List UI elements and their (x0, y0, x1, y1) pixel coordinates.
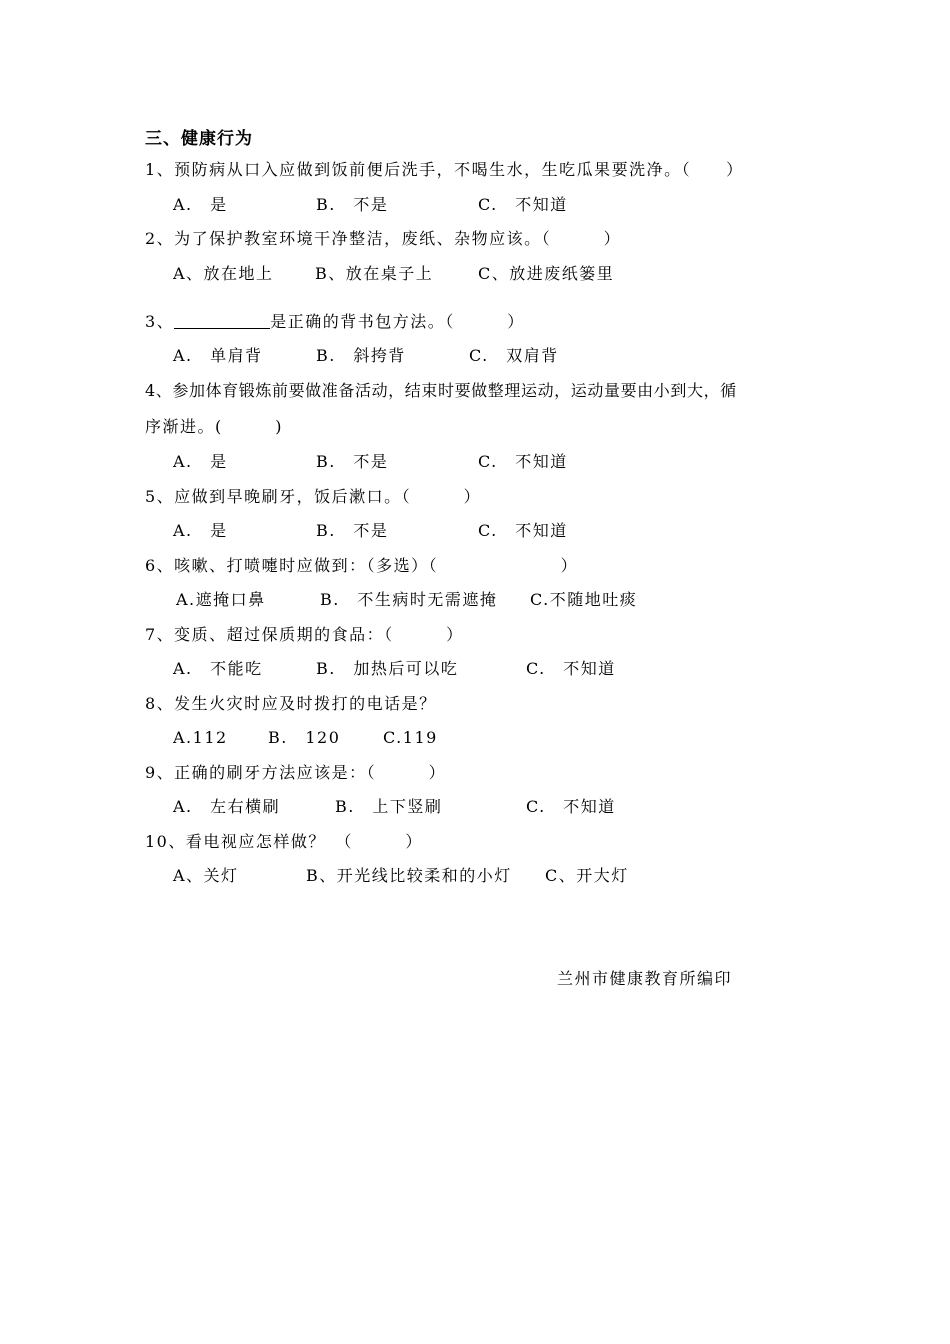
option-b: B. 不生病时无需遮掩 (320, 590, 498, 609)
question-3-number: 3、 (145, 312, 175, 331)
option-a: A.112 (173, 728, 228, 747)
option-c: C. 双肩背 (469, 346, 559, 365)
option-c: C.119 (383, 728, 438, 747)
option-a: A. 单肩背 (173, 346, 263, 365)
question-4-line-2: 序渐进。( ) (145, 417, 283, 436)
option-b: B. 不是 (316, 195, 389, 214)
question-10-options (173, 864, 873, 888)
question-6-options (176, 588, 876, 612)
option-c: C. 不知道 (478, 521, 568, 540)
question-7-options (173, 657, 873, 681)
option-c: C. 不知道 (526, 797, 616, 816)
option-b: B. 上下竖刷 (335, 797, 443, 816)
question-7: 7、变质、超过保质期的食品：（ ） (145, 625, 464, 644)
option-a: A. 是 (173, 452, 228, 471)
question-5-options (173, 519, 873, 543)
question-8-options (173, 726, 873, 750)
option-b: B、开光线比较柔和的小灯 (306, 866, 512, 885)
question-4-line-1: 4、参加体育锻炼前要做准备活动，结束时要做整理运动，运动量要由小到大，循 (145, 381, 737, 400)
question-10: 10、看电视应怎样做？ （ ） (145, 832, 423, 851)
question-9: 9、正确的刷牙方法应该是：（ ） (145, 763, 447, 782)
option-b: B. 不是 (316, 452, 389, 471)
question-2-options (173, 262, 873, 286)
option-c: C. 不知道 (478, 195, 568, 214)
option-a: A. 不能吃 (173, 659, 263, 678)
question-3 (145, 310, 525, 334)
option-c: C. 不知道 (526, 659, 616, 678)
option-b: B. 加热后可以吃 (316, 659, 459, 678)
option-c: C.不随地吐痰 (530, 590, 638, 609)
section-title: 三、健康行为 (145, 129, 253, 149)
question-9-options (173, 795, 873, 819)
question-2: 2、为了保护教室环境干净整洁，废纸、杂物应该。（ ） (145, 229, 622, 248)
option-a: A. 左右横刷 (173, 797, 281, 816)
option-c: C、放进废纸篓里 (478, 264, 615, 283)
question-6: 6、咳嗽、打喷嚏时应做到：（多选）（ ） (145, 556, 579, 575)
question-1-options (173, 193, 873, 217)
option-b: B. 不是 (316, 521, 389, 540)
option-c: C. 不知道 (478, 452, 568, 471)
option-a: A.遮掩口鼻 (176, 590, 266, 609)
option-a: A、放在地上 (173, 264, 274, 283)
question-5: 5、应做到早晚刷牙，饭后漱口。（ ） (145, 487, 482, 506)
question-4-options (173, 450, 873, 474)
option-a: A、关灯 (173, 866, 239, 885)
option-a: A. 是 (173, 195, 228, 214)
question-3-text: 是正确的背书包方法。（ ） (270, 312, 525, 331)
question-1: 1、预防病从口入应做到饭前便后洗手，不喝生水，生吃瓜果要洗净。（ ） (145, 160, 744, 179)
option-b: B. 120 (268, 728, 341, 747)
option-b: B. 斜挎背 (316, 346, 406, 365)
option-a: A. 是 (173, 521, 228, 540)
question-3-options (173, 344, 873, 368)
question-8: 8、发生火灾时应及时拨打的电话是？ (145, 694, 437, 713)
option-c: C、开大灯 (545, 866, 629, 885)
option-b: B、放在桌子上 (315, 264, 434, 283)
answer-blank (174, 312, 270, 329)
publisher-credit: 兰州市健康教育所编印 (557, 969, 733, 988)
